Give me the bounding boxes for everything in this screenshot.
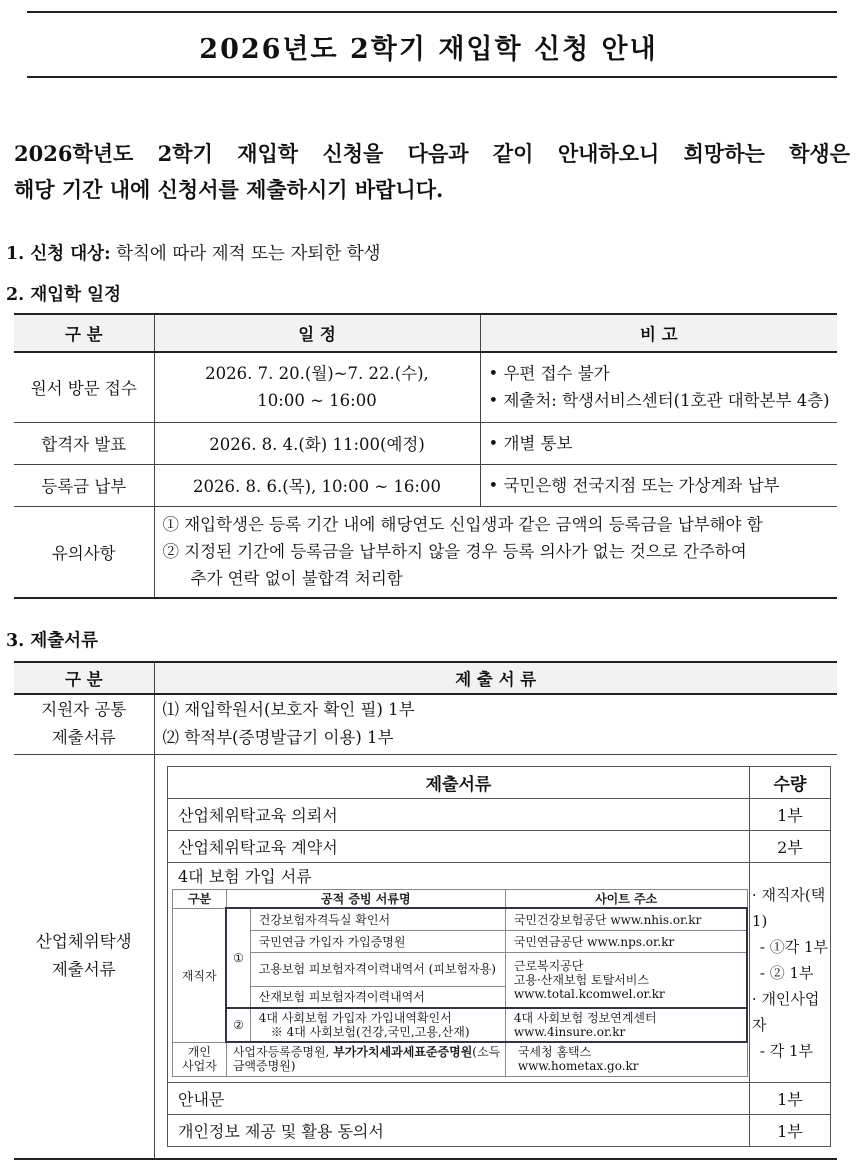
table-row xyxy=(14,506,837,598)
table-row xyxy=(14,422,837,464)
self-site-line: 국세청 홈택스 xyxy=(517,1045,592,1060)
schedule-header-note: 비 고 xyxy=(480,314,837,352)
insurance-title: 4대 보험 가입 서류 xyxy=(178,867,312,886)
schedule-note xyxy=(480,422,837,464)
section-1-label: 1. 신청 대상: xyxy=(6,244,111,264)
schedule-note-line: • 개별 통보 xyxy=(488,433,573,453)
inner-header-docs: 제출서류 xyxy=(168,767,750,799)
inner-doc-qty: 1부 xyxy=(749,799,830,831)
inner-doc-qty: 1부 xyxy=(749,1083,830,1115)
table-row xyxy=(168,1115,831,1147)
self-doc-plain: 사업자등록증명원, xyxy=(232,1045,334,1060)
insurance-qty-line: - ①각 1부 xyxy=(759,937,829,956)
option-1-mark: ① xyxy=(226,908,250,1008)
self-employed-site xyxy=(505,1042,747,1076)
option-2-mark: ② xyxy=(226,1008,250,1042)
insurance-site: 국민건강보험공단 www.nhis.or.kr xyxy=(505,908,747,930)
insurance-doc: 고용보험 피보험자격이력내역서 (피보험자용) xyxy=(250,952,505,986)
schedule-note-line: • 국민은행 전국지점 또는 가상계좌 납부 xyxy=(488,475,780,495)
comwel-site-line: 근로복지공단 xyxy=(513,958,584,973)
table-row xyxy=(168,799,831,831)
schedule-date: 2026. 8. 4.(화) 11:00(예정) xyxy=(154,422,480,464)
caution-line: ① 재입학생은 등록 기간 내에 해당연도 신입생과 같은 금액의 등록금을 납부해야 함 xyxy=(162,515,763,535)
self-employed-label xyxy=(173,1042,227,1076)
section-3-heading: 3. 제출서류 xyxy=(6,631,98,651)
inner-doc-name: 개인정보 제공 및 활용 동의서 xyxy=(168,1115,750,1147)
common-category xyxy=(14,694,154,754)
inner-doc-name: 안내문 xyxy=(168,1083,750,1115)
comwel-site-line: www.total.kcomwel.or.kr xyxy=(513,986,665,1001)
self-label-line: 사업자 xyxy=(182,1059,217,1073)
option-2-site-line: 4대 사회보험 정보연계센터 xyxy=(513,1011,657,1025)
title-top-rule xyxy=(27,11,837,13)
table-row xyxy=(173,908,748,930)
table-row xyxy=(14,464,837,506)
caution-text xyxy=(154,506,837,598)
self-doc-tail: (소득금액증명원) xyxy=(232,1045,501,1074)
insurance-qty xyxy=(749,863,830,1083)
option-2-doc-line: 4대 사회보험 가입자 가입내역확인서 xyxy=(258,1011,452,1025)
schedule-date: 2026. 8. 6.(목), 10:00 ~ 16:00 xyxy=(154,464,480,506)
title-bottom-rule xyxy=(27,76,837,78)
schedule-category: 등록금 납부 xyxy=(14,464,154,506)
industry-category xyxy=(14,754,154,1159)
schedule-date-line: 2026. 7. 20.(월)~7. 22.(수), xyxy=(205,364,429,384)
schedule-header-date: 일 정 xyxy=(154,314,480,352)
insurance-doc: 건강보험자격득실 확인서 xyxy=(250,908,505,930)
inner-doc-name: 산업체위탁교육 의뢰서 xyxy=(168,799,750,831)
option-2-doc xyxy=(250,1008,505,1042)
common-category-line: 지원자 공통 xyxy=(41,700,127,720)
caution-line: ② 지정된 기간에 등록금을 납부하지 않을 경우 등록 의사가 없는 것으로 간주하여 xyxy=(162,542,747,562)
insurance-doc: 산재보험 피보험자격이력내역서 xyxy=(250,986,505,1008)
table-row xyxy=(173,930,748,952)
schedule-category: 합격자 발표 xyxy=(14,422,154,464)
self-site-line: www.hometax.go.kr xyxy=(517,1059,639,1074)
insurance-qty-line: - 각 1부 xyxy=(759,1041,814,1060)
documents-header-category: 구 분 xyxy=(14,662,154,694)
insurance-header-site: 사이트 주소 xyxy=(505,890,747,909)
inner-doc-name: 산업체위탁교육 계약서 xyxy=(168,831,750,863)
schedule-note-line: • 제출처: 학생서비스센터(1호관 대학본부 4층) xyxy=(488,391,830,411)
employee-label: 재직자 xyxy=(173,908,227,1042)
insurance-site: 국민연금공단 www.nps.or.kr xyxy=(505,930,747,952)
schedule-note-line: • 우편 접수 불가 xyxy=(488,364,610,384)
insurance-header-type: 구분 xyxy=(173,890,227,909)
table-row xyxy=(173,1042,748,1076)
insurance-doc: 국민연금 가입자 가입증명원 xyxy=(250,930,505,952)
documents-header-docs: 제 출 서 류 xyxy=(154,662,837,694)
industry-category-line: 산업체위탁생 xyxy=(35,932,132,952)
table-row xyxy=(14,694,837,754)
common-doc-item: ⑴ 재입학원서(보호자 확인 필) 1부 xyxy=(162,700,415,720)
table-row xyxy=(168,863,831,1083)
common-docs xyxy=(154,694,837,754)
table-row xyxy=(14,352,837,422)
schedule-date xyxy=(154,352,480,422)
section-2-heading: 2. 재입학 일정 xyxy=(6,285,121,305)
intro-line-2: 해당 기간 내에 신청서를 제출하시기 바랍니다. xyxy=(14,177,444,202)
inner-header-qty: 수량 xyxy=(749,767,830,799)
comwel-site-line: 고용·산재보험 토탈서비스 xyxy=(513,972,649,987)
table-row xyxy=(173,952,748,986)
caution-line: 추가 연락 없이 불합격 처리함 xyxy=(190,569,403,589)
insurance-table xyxy=(172,889,748,1077)
insurance-header-doc: 공적 증빙 서류명 xyxy=(226,890,505,909)
self-employed-doc xyxy=(226,1042,505,1076)
schedule-header-category: 구 분 xyxy=(14,314,154,352)
table-row xyxy=(168,831,831,863)
table-row xyxy=(168,1083,831,1115)
section-1 xyxy=(6,240,381,265)
self-label-line: 개인 xyxy=(187,1045,211,1059)
option-2-doc-line: ※ 4대 사회보험(건강,국민,고용,산재) xyxy=(270,1025,470,1039)
option-2-site-line: www.4insure.or.kr xyxy=(513,1025,626,1039)
table-row xyxy=(173,1008,748,1042)
schedule-note xyxy=(480,464,837,506)
intro-line-1: 2026학년도 2학기 재입학 신청을 다음과 같이 안내하오니 희망하는 학생은 xyxy=(14,141,850,166)
intro-paragraph xyxy=(14,136,850,208)
inner-doc-qty: 2부 xyxy=(749,831,830,863)
insurance-qty-line: · 개인사업자 xyxy=(751,989,820,1034)
industry-category-line: 제출서류 xyxy=(51,960,116,980)
insurance-cell xyxy=(168,863,750,1083)
schedule-date-line: 10:00 ~ 16:00 xyxy=(257,391,377,411)
comwel-site xyxy=(505,952,747,1008)
schedule-category: 원서 방문 접수 xyxy=(14,352,154,422)
common-doc-item: ⑵ 학적부(증명발급기 이용) 1부 xyxy=(162,728,394,748)
common-category-line: 제출서류 xyxy=(51,728,116,748)
section-1-text: 학칙에 따라 제적 또는 자퇴한 학생 xyxy=(110,244,381,264)
inner-doc-qty: 1부 xyxy=(749,1115,830,1147)
option-2-site xyxy=(505,1008,747,1042)
page-title: 2026년도 2학기 재입학 신청 안내 xyxy=(199,34,658,65)
industry-docs-table xyxy=(167,766,831,1147)
caution-category: 유의사항 xyxy=(14,506,154,598)
insurance-qty-line: - ② 1부 xyxy=(759,963,814,982)
schedule-table xyxy=(14,313,837,599)
schedule-note xyxy=(480,352,837,422)
insurance-qty-line: · 재직자(택1) xyxy=(751,885,826,930)
self-doc-bold: 부가가치세과세표준증명원 xyxy=(333,1045,473,1060)
